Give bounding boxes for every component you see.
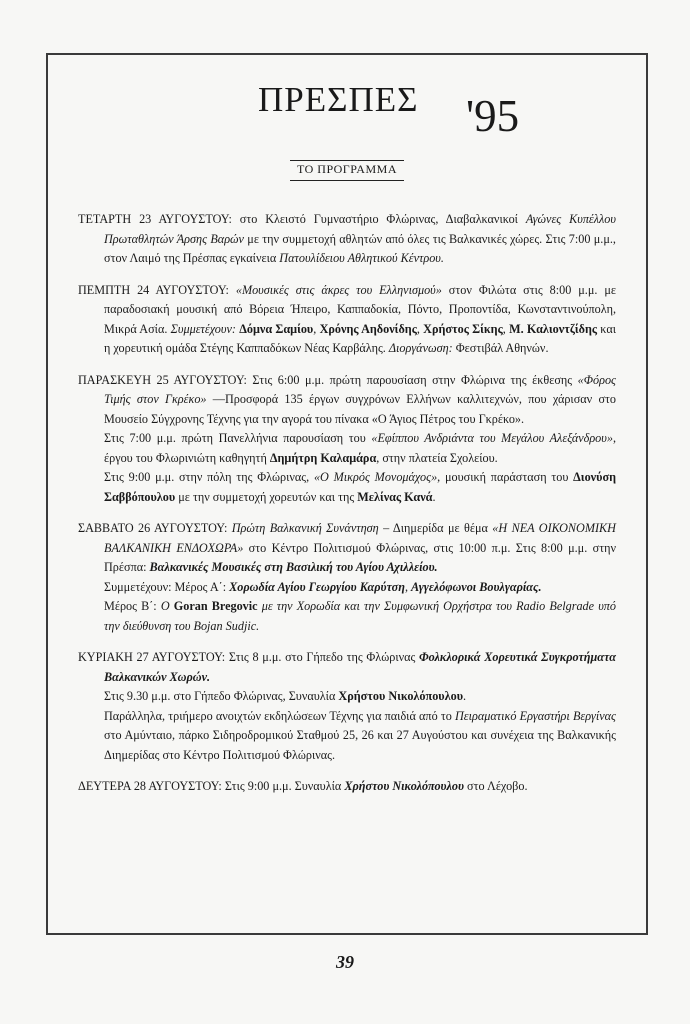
entry-text: με την συμμετοχή χορευτών και της	[175, 489, 358, 504]
entry-heading-paragraph	[78, 371, 616, 430]
entry-heading-paragraph	[78, 519, 616, 578]
entry-text: «Φόρος Τιμής στον Γκρέκο»	[104, 372, 616, 406]
entry-text: Στις 8 μ.μ. στο Γήπεδο της Φλώρινας	[225, 650, 420, 664]
entry-text: Διοργάνωση:	[388, 341, 453, 355]
entry-text: «Μουσικές στις άκρες του Ελληνισμού»	[235, 282, 442, 297]
entry-text: , στην πλατεία Σχολείου.	[376, 450, 498, 465]
entry-text: στο Κέντρο Πολιτισμού Φλώρινας, στις 10:00 π.μ. Στις 8:00 μ.μ. στην Πρέσπα:	[104, 540, 616, 574]
entry-text: στον Φιλώτα στις 8:00 μ.μ. με παραδοσιακή μουσική από Βόρεια Ήπειρο, Καππαδοκία, Πόντο, Προποντίδα, Κωνσταντινούπολη, Μικρά Ασία.	[104, 282, 617, 336]
entry-text: —Προσφορά 135 έργων συγχρόνων Ελλήνων καλλιτεχνών, που χάρισαν στο Μουσείο Σύγχρονης Τέχνης για την αγορά του πίνακα «Ο Άγιος Πέτρος του Γκρέκο».	[104, 392, 617, 426]
entry-text: Χορωδία Αγίου Γεωργίου Καρύτση	[229, 579, 405, 594]
entry-text: Δημήτρη Καλαμάρα	[269, 450, 377, 465]
entry-text: Δόμνα Σαμίου	[239, 321, 314, 336]
page-number: 39	[336, 952, 354, 972]
entry-text: , μουσική παράσταση του	[437, 470, 574, 484]
entry-text: .	[463, 689, 467, 703]
page-year: '95	[466, 91, 520, 141]
program-entry	[78, 371, 616, 508]
entry-paragraph	[78, 578, 616, 598]
entry-text: Παράλληλα, τριήμερο ανοιχτών εκδηλώσεων Τέχνης για παιδιά από το	[104, 708, 455, 723]
entry-day-label: ΠΑΡΑΣΚΕΥΗ 25 ΑΥΓΟΥΣΤΟΥ:	[78, 372, 247, 387]
entry-day-label: ΚΥΡΙΑΚΗ 27 ΑΥΓΟΥΣΤΟΥ:	[78, 650, 226, 664]
entry-paragraph	[78, 687, 616, 707]
entry-text: με την Χορωδία και την Συμφωνική Ορχήστρα του Radio Belgrade υπό την διεύθυνση του Bojan Sudjic.	[104, 599, 616, 633]
entry-text: Μελίνας Κανά	[357, 489, 433, 504]
entry-paragraph	[78, 707, 616, 766]
program-entry	[78, 519, 616, 636]
entry-paragraph	[78, 429, 616, 468]
entry-text: «Εφίππου Ανδριάντα του Μεγάλου Αλεξάνδρου»	[371, 431, 613, 445]
divider-top	[290, 160, 404, 161]
entry-text: Χρόνης Αηδονίδης	[319, 321, 417, 336]
entry-day-label: ΣΑΒΒΑΤΟ 26 ΑΥΓΟΥΣΤΟΥ:	[78, 521, 228, 535]
entry-text: Φεστιβάλ Αθηνών.	[452, 341, 549, 355]
entry-text: και η χορευτική ομάδα Στέγης Καππαδόκων Νέας Καρβάλης.	[104, 321, 617, 355]
entry-text: ,	[502, 321, 510, 336]
entry-text	[229, 283, 236, 297]
entry-text: με την συμμετοχή αθλητών από όλες τις Βαλκανικές χώρες. Στις 7:00 μ.μ., στον Λαιμό της Πρέσπας εγκαίνεια	[104, 231, 616, 265]
entry-text: Συμμετέχουν: Μέρος Α΄:	[104, 579, 230, 594]
entry-text: Goran Bregovic	[173, 599, 258, 613]
entry-text: Στις 9:00 μ.μ. Συναυλία	[221, 779, 345, 793]
entry-text: .	[432, 489, 436, 504]
entry-paragraph	[78, 597, 616, 636]
entry-text: Αγώνες Κυπέλλου Πρωταθλητών Άρσης Βαρών	[104, 212, 616, 246]
entry-text: «Ο Μικρός Μονομάχος»	[313, 470, 438, 484]
entry-text: ,	[404, 579, 412, 594]
divider-bottom	[290, 180, 404, 181]
entry-text: Αγγελόφωνοι Βουλγαρίας.	[411, 579, 542, 594]
entry-heading-paragraph	[78, 281, 616, 359]
entry-text: , έργου του Φλωρινιώτη καθηγητή	[104, 431, 616, 465]
entry-text: Διονύση Σαββόπουλου	[104, 470, 616, 504]
entry-text: Χρήστου Νικολόπουλου	[338, 689, 464, 703]
entry-text: Μέρος Β΄:	[104, 599, 161, 613]
entry-text: Στις 7:00 μ.μ. πρώτη Πανελλήνια παρουσίαση του	[104, 431, 372, 445]
entry-text: Βαλκανικές Μουσικές στη Βασιλική του Αγίου Αχιλλείου.	[149, 560, 438, 574]
entry-text: Συμμετέχουν:	[170, 321, 236, 336]
entry-text: Στις 9.30 μ.μ. στο Γήπεδο Φλώρινας, Συναυλία	[104, 689, 339, 703]
program-entry	[78, 281, 616, 359]
entry-paragraph	[78, 468, 616, 507]
entry-text: ,	[313, 321, 320, 336]
entry-text: Φολκλορικά Χορευτικά Συγκροτήματα Βαλκανικών Χωρών.	[104, 650, 616, 684]
program-entry	[78, 210, 616, 269]
entry-text: «Η ΝΕΑ ΟΙΚΟΝΟΜΙΚΗ ΒΑΛΚΑΝΙΚΗ ΕΝΔΟΧΩΡΑ»	[104, 521, 616, 555]
entry-heading-paragraph	[78, 777, 616, 797]
entry-text: στο Αμύνταιο, πάρκο Σιδηροδρομικού Σταθμού 25, 26 και 27 Αυγούστου και συνέχεια της Βαλκανικής Διημερίδας στο Κέντρο Πολιτισμού Φλώρινας.	[104, 728, 616, 762]
program-entry	[78, 648, 616, 765]
entry-text: – Διημερίδα με θέμα	[378, 521, 493, 535]
entry-text: Ο	[160, 599, 174, 613]
entry-text: Στις 6:00 μ.μ. πρώτη παρουσίαση στην Φλώρινα της έκθεσης	[246, 372, 578, 387]
entry-text: ,	[416, 321, 424, 336]
entry-text: Μ. Καλιοντζίδης	[509, 321, 598, 336]
entry-text: στο Κλειστό Γυμναστήριο Φλώρινας, Διαβαλκανικοί	[231, 212, 526, 226]
entry-text: στο Λέχοβο.	[464, 779, 528, 793]
entry-text: Χρήστου Νικολόπουλου	[344, 779, 464, 793]
entry-text: Στις 9:00 μ.μ. στην πόλη της Φλώρινας,	[104, 470, 314, 484]
section-subtitle: ΤΟ ΠΡΟΓΡΑΜΜΑ	[297, 162, 397, 176]
page-title: ΠΡΕΣΠΕΣ	[258, 80, 419, 119]
entry-text: Πατουλίδειου Αθλητικού Κέντρου.	[279, 251, 444, 265]
entry-day-label: ΔΕΥΤΕΡΑ 28 ΑΥΓΟΥΣΤΟΥ:	[78, 779, 222, 793]
entry-text: Χρήστος Σίκης	[423, 321, 503, 336]
entry-day-label: ΠΕΜΠΤΗ 24 ΑΥΓΟΥΣΤΟΥ:	[78, 282, 229, 297]
entry-heading-paragraph	[78, 210, 616, 269]
entry-text: Πειραματικό Εργαστήρι Βεργίνας	[455, 708, 616, 723]
entry-day-label: ΤΕΤΑΡΤΗ 23 ΑΥΓΟΥΣΤΟΥ:	[78, 212, 232, 226]
program-list	[78, 210, 616, 809]
entry-text: Πρώτη Βαλκανική Συνάντηση	[231, 521, 379, 535]
entry-heading-paragraph	[78, 648, 616, 687]
program-entry	[78, 777, 616, 797]
